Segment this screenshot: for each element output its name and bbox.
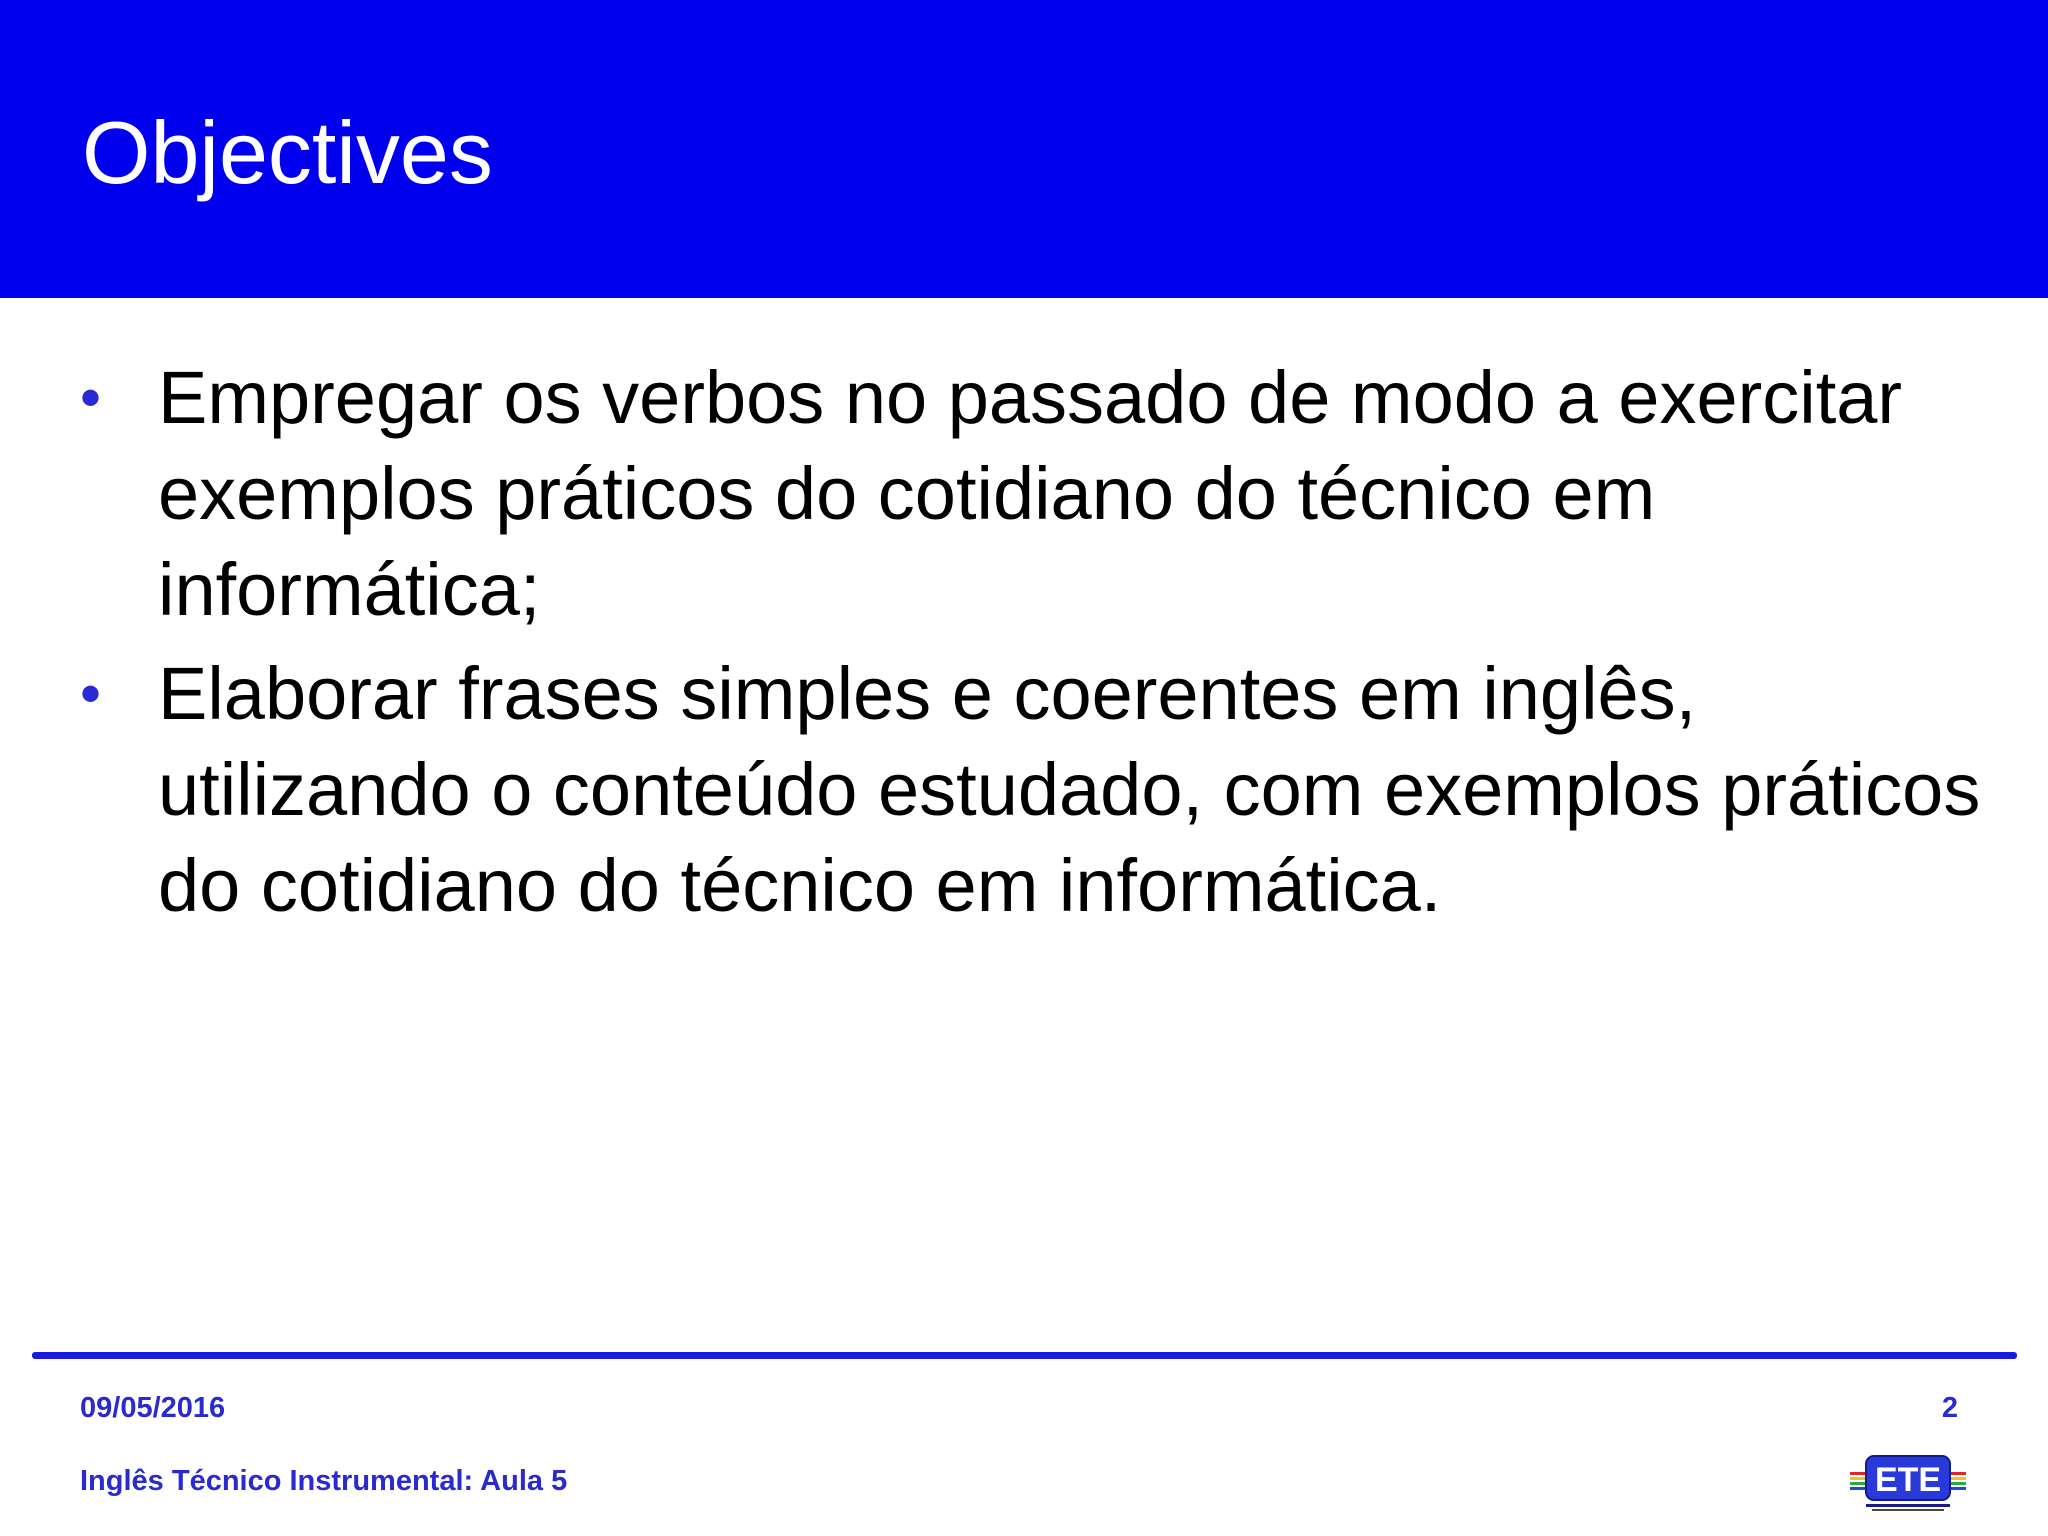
footer-date: 09/05/2016 <box>80 1392 226 1424</box>
bullet-list <box>80 350 2010 942</box>
bullet-item <box>80 350 2010 638</box>
bullet-text: Empregar os verbos no passado de modo a exercitar exemplos práticos do cotidiano do técnico em informática; <box>158 356 1903 631</box>
bullet-icon: • <box>80 660 102 727</box>
ete-logo-icon <box>1848 1450 1968 1514</box>
bullet-icon: • <box>80 364 102 431</box>
page-number: 2 <box>1941 1392 1958 1424</box>
footer-course-title: Inglês Técnico Instrumental: Aula 5 <box>80 1465 568 1497</box>
bullet-text: Elaborar frases simples e coerentes em inglês, utilizando o conteúdo estudado, com exemplos práticos do cotidiano do técnico em informática. <box>158 652 1981 927</box>
footer-divider <box>32 1352 2017 1359</box>
ete-logo-text: ETE <box>1874 1461 1942 1499</box>
slide-title: Objectives <box>82 103 493 202</box>
bullet-item <box>80 646 2010 934</box>
title-bar <box>0 0 2048 298</box>
